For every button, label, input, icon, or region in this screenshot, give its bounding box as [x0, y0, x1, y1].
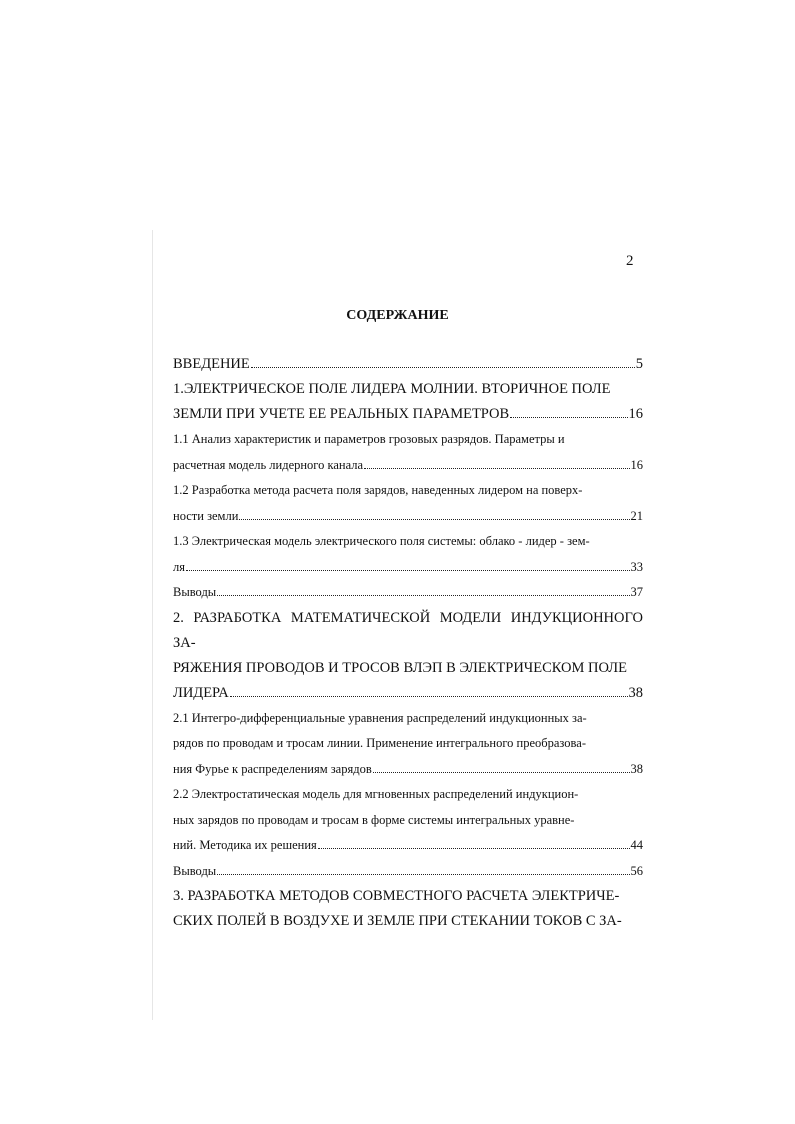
dot-leader	[217, 874, 629, 875]
toc-entry-last-line	[173, 681, 643, 706]
toc-entry-line: 1.3 Электрическая модель электрического поля системы: облако - лидер - зем-	[173, 534, 590, 548]
toc-entry-line: 1.1 Анализ характеристик и параметров грозовых разрядов. Параметры и	[173, 432, 565, 446]
scan-edge	[152, 230, 153, 1020]
toc-entry-title: ля	[173, 559, 185, 574]
toc-entry-last-line	[173, 580, 643, 606]
dot-leader	[230, 696, 628, 697]
dot-leader	[364, 468, 629, 469]
table-of-contents	[173, 352, 643, 934]
toc-entry[interactable]	[173, 377, 643, 427]
toc-entry[interactable]	[173, 884, 643, 934]
page-number: 2	[626, 253, 634, 269]
toc-entry[interactable]	[173, 352, 643, 377]
toc-entry-title: ЛИДЕРА	[173, 684, 229, 701]
toc-entry[interactable]	[173, 606, 643, 706]
toc-entry-line: СКИХ ПОЛЕЙ В ВОЗДУХЕ И ЗЕМЛЕ ПРИ СТЕКАНИИ ТОКОВ С ЗА-	[173, 913, 622, 929]
dot-leader	[239, 519, 629, 520]
toc-entry-title: ния Фурье к распределениям зарядов	[173, 761, 372, 776]
toc-entry-last-line	[173, 555, 643, 581]
toc-page-number: 38	[630, 761, 643, 776]
toc-entry-line: ных зарядов по проводам и тросам в форме системы интегральных уравне-	[173, 812, 575, 827]
toc-entry-line: 3. РАЗРАБОТКА МЕТОДОВ СОВМЕСТНОГО РАСЧЕТА ЭЛЕКТРИЧЕ-	[173, 888, 620, 904]
toc-entry[interactable]	[173, 580, 643, 606]
toc-entry-line: 1.ЭЛЕКТРИЧЕСКОЕ ПОЛЕ ЛИДЕРА МОЛНИИ. ВТОРИЧНОЕ ПОЛЕ	[173, 381, 611, 397]
toc-page-number: 56	[630, 863, 643, 878]
toc-page-number: 16	[630, 457, 643, 472]
dot-leader	[318, 848, 630, 849]
toc-entry-line: 1.2 Разработка метода расчета поля зарядов, наведенных лидером на поверх-	[173, 483, 583, 497]
toc-entry[interactable]	[173, 529, 643, 580]
dot-leader	[510, 417, 627, 418]
toc-entry-title: ЗЕМЛИ ПРИ УЧЕТЕ ЕЕ РЕАЛЬНЫХ ПАРАМЕТРОВ	[173, 406, 510, 422]
toc-page-number: 33	[630, 559, 643, 574]
toc-entry-title: Выводы	[173, 585, 217, 599]
toc-page-number: 5	[635, 356, 643, 372]
toc-page-number: 44	[630, 838, 643, 852]
dot-leader	[251, 367, 635, 368]
toc-entry-line: 2.1 Интегро-дифференциальные уравнения распределений индукционных за-	[173, 710, 587, 725]
toc-entry-last-line	[173, 352, 643, 377]
toc-entry-last-line	[173, 859, 643, 885]
dot-leader	[186, 570, 630, 571]
dot-leader	[373, 772, 630, 773]
toc-entry-title: Выводы	[173, 863, 217, 878]
toc-entry[interactable]	[173, 478, 643, 529]
toc-entry-line: рядов по проводам и тросам линии. Применение интегрального преобразова-	[173, 736, 586, 750]
toc-entry[interactable]	[173, 427, 643, 478]
toc-entry-title: расчетная модель лидерного канала	[173, 457, 364, 472]
toc-entry-title: ний. Методика их решения	[173, 838, 317, 852]
toc-page-number: 37	[630, 585, 643, 599]
toc-entry[interactable]	[173, 859, 643, 885]
toc-entry-last-line	[173, 453, 643, 479]
toc-entry-title: ности земли	[173, 508, 239, 523]
page-title: СОДЕРЖАНИЕ	[346, 308, 449, 323]
toc-entry-line: РЯЖЕНИЯ ПРОВОДОВ И ТРОСОВ ВЛЭП В ЭЛЕКТРИЧЕСКОМ ПОЛЕ	[173, 659, 627, 676]
toc-entry-last-line	[173, 402, 643, 427]
toc-entry-last-line	[173, 504, 643, 530]
toc-entry-line: 2.2 Электростатическая модель для мгновенных распределений индукцион-	[173, 787, 579, 801]
toc-page-number: 38	[628, 684, 643, 701]
toc-page-number: 21	[630, 508, 643, 523]
toc-page-number: 16	[628, 406, 643, 422]
toc-entry-last-line	[173, 833, 643, 859]
toc-entry[interactable]	[173, 706, 643, 783]
toc-entry-title: ВВЕДЕНИЕ	[173, 356, 250, 372]
dot-leader	[217, 595, 629, 596]
toc-entry[interactable]	[173, 782, 643, 859]
toc-entry-last-line	[173, 757, 643, 783]
toc-entry-line: 2. РАЗРАБОТКА МАТЕМАТИЧЕСКОЙ МОДЕЛИ ИНДУКЦИОННОГО ЗА-	[173, 609, 643, 651]
